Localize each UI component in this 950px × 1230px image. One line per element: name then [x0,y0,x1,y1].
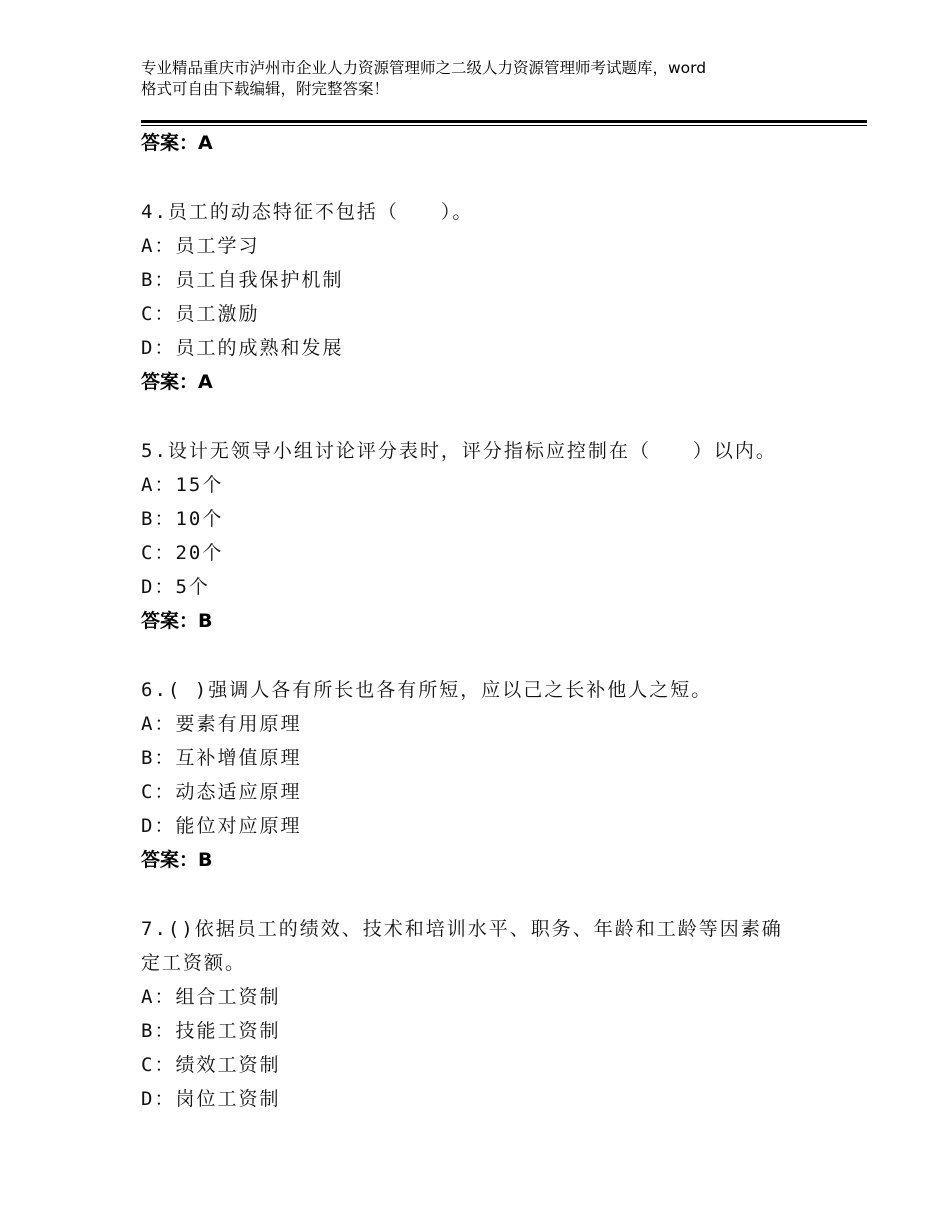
header-title-line-1: 专业精品重庆市泸州市企业人力资源管理师之二级人力资源管理师考试题库，word [141,59,707,77]
header-divider-thick [141,120,867,123]
question-5-answer: 答案：B [141,610,213,632]
answer-previous-question: 答案：A [141,132,213,154]
question-4-option-c: C：员工激励 [141,303,260,325]
question-6-answer: 答案：B [141,849,213,871]
question-7-option-d: D：岗位工资制 [141,1088,281,1110]
question-7-option-a: A：组合工资制 [141,986,281,1008]
document-header [141,58,841,100]
question-7-stem-line-2: 定工资额。 [141,952,247,974]
question-4-option-a: A：员工学习 [141,235,260,257]
question-7-option-c: C：绩效工资制 [141,1054,281,1076]
question-4-option-b: B：员工自我保护机制 [141,269,344,291]
question-7-stem-line-1: 7.()依据员工的绩效、技术和培训水平、职务、年龄和工龄等因素确 [141,918,783,940]
header-divider-thin [141,125,867,126]
question-4-option-d: D：员工的成熟和发展 [141,337,344,359]
question-6-option-b: B：互补增值原理 [141,747,302,769]
question-6-stem: 6.( )强调人各有所长也各有所短，应以己之长补他人之短。 [141,679,713,701]
question-5-stem: 5.设计无领导小组讨论评分表时，评分指标应控制在（ ）以内。 [141,440,777,462]
question-5-option-b: B：10个 [141,508,224,530]
question-5-option-a: A：15个 [141,474,224,496]
question-5-option-d: D：5个 [141,576,210,598]
question-5-option-c: C：20个 [141,542,224,564]
question-6-option-a: A：要素有用原理 [141,713,302,735]
question-6-option-c: C：动态适应原理 [141,781,302,803]
question-6-option-d: D：能位对应原理 [141,815,302,837]
question-7-option-b: B：技能工资制 [141,1020,281,1042]
question-4-answer: 答案：A [141,371,213,393]
header-title-line-2: 格式可自由下载编辑，附完整答案！ [141,80,390,98]
question-4-stem: 4.员工的动态特征不包括（ ）。 [141,201,474,223]
